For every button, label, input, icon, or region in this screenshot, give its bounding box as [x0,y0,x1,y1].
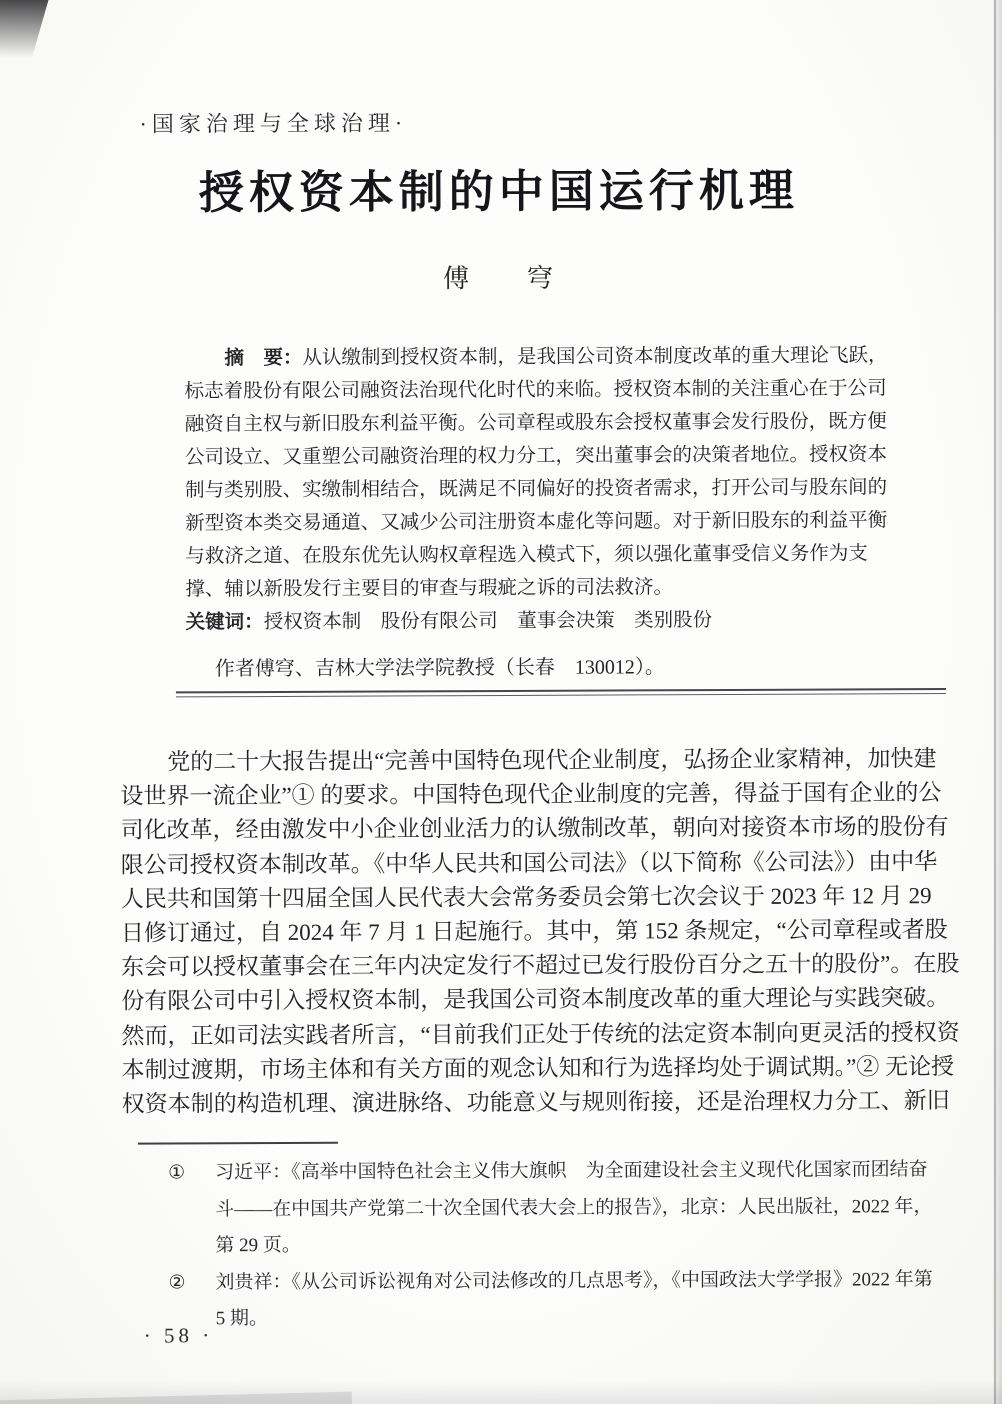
abstract-line: 标志着股份有限公司融资法治现代化时代的来临。授权资本制的关注重心在于公司 [184,378,887,403]
scan-right-edge-line [994,0,996,1404]
body-line: 设世界一流企业”① 的要求。中国特色现代企业制度的完善，得益于国有企业的公 [120,780,942,809]
body-line: 权资本制的构造机理、演进脉络、功能意义与规则衔接，还是治理权力分工、新旧 [121,1088,950,1117]
footnote-line: 第 29 页。 [215,1234,301,1257]
footnote-text [215,1152,968,1265]
abstract-line: 制与类别股、实缴制相结合，既满足不同偏好的投资者需求，打开公司与股东间的 [185,477,888,502]
keywords-text: 授权资本制 股份有限公司 董事会决策 类别股份 [263,610,713,634]
body-line: 份有限公司中引入授权资本制，是我国公司资本制度改革的重大理论与实践突破。 [121,985,950,1015]
abstract-text: 从认缴制到授权资本制，是我国公司资本制度改革的重大理论飞跃， [302,345,888,369]
abstract-line: 撑、辅以新股发行主要目的审查与瑕疵之诉的司法救济。 [185,577,674,601]
body-line: 然而，正如司法实践者所言，“目前我们正处于传统的法定资本制向更灵活的授权资 [121,1019,960,1049]
body-line: 司化改革，经由激发中小企业创业活力的认缴制改革，朝向对接资本市场的股份有 [120,814,949,844]
body-line: 东会可以授权董事会在三年内决定发行不超过已发行股份百分之五十的股份”。在股 [121,951,960,980]
body-line: 本制过渡期，市场主体和有关方面的观念认知和行为选择均处于调试期。”② 无论授 [121,1053,955,1083]
page-number: · 58 · [143,1323,214,1348]
body-paragraph [120,742,982,1122]
body-line: 人民共和国第十四届全国人民代表大会常务委员会第七次会议于 2023 年 12 月 29 [120,882,932,912]
abstract-line: 融资自主权与新旧股东利益平衡。公司章程或股东会授权董事会发行股份，既方便 [184,411,887,436]
abstract-line: 公司设立、又重塑公司融资治理的权力分工，突出董事会的决策者地位。授权资本 [184,444,887,469]
article-author: 傅 穹 [443,263,556,294]
article-title: 授权资本制的中国运行机理 [198,165,799,219]
keywords-line [186,603,910,639]
footnote-line: 刘贵祥：《从公司诉讼视角对公司法修改的几点思考》，《中国政法大学学报》2022 年第 [215,1268,933,1293]
abstract-line: 新型资本类交易通道、又减少公司注册资本虚化等问题。对于新旧股东的利益平衡 [185,510,888,535]
body-line: 党的二十大报告提出“完善中国特色现代企业制度，弘扬企业家精神，加快建 [167,746,937,775]
footnotes-block [168,1152,969,1338]
scan-bottom-shade [0,1380,1002,1404]
abstract-line: 与救济之道、在股东优先认购权章程选入模式下，须以强化董事受信义务作为支 [185,543,868,568]
keywords-label: 关键词： [185,612,264,634]
body-line: 日修订通过，自 2024 年 7 月 1 日起施行。其中，第 152 条规定，“公司章程或者股 [120,917,948,946]
footnote-1 [168,1152,968,1265]
footnote-2 [168,1261,968,1337]
abstract-label: 摘 要： [224,347,303,370]
footnote-line: 5 期。 [215,1308,268,1330]
abstract-block [184,339,909,639]
body-line: 限公司授权资本制改革。《中华人民共和国公司法》（以下简称《公司法》）由中华 [120,848,938,878]
abstract-line [184,339,908,375]
double-rule-divider [176,688,946,697]
author-note: 作者傅穹、吉林大学法学院教授（长春 130012）。 [214,656,665,681]
footnote-marker: ① [168,1162,186,1184]
section-label: ·国家治理与全球治理· [139,110,408,137]
footnote-text [215,1261,968,1337]
footnote-separator [138,1142,338,1145]
footnote-marker: ② [168,1271,186,1293]
footnote-line: 斗——在中国共产党第二十次全国代表大会上的报告》，北京：人民出版社，2022 年， [215,1195,933,1220]
footnote-line: 习近平：《高举中国特色社会主义伟大旗帜 为全面建设社会主义现代化国家而团结奋 [215,1159,928,1184]
